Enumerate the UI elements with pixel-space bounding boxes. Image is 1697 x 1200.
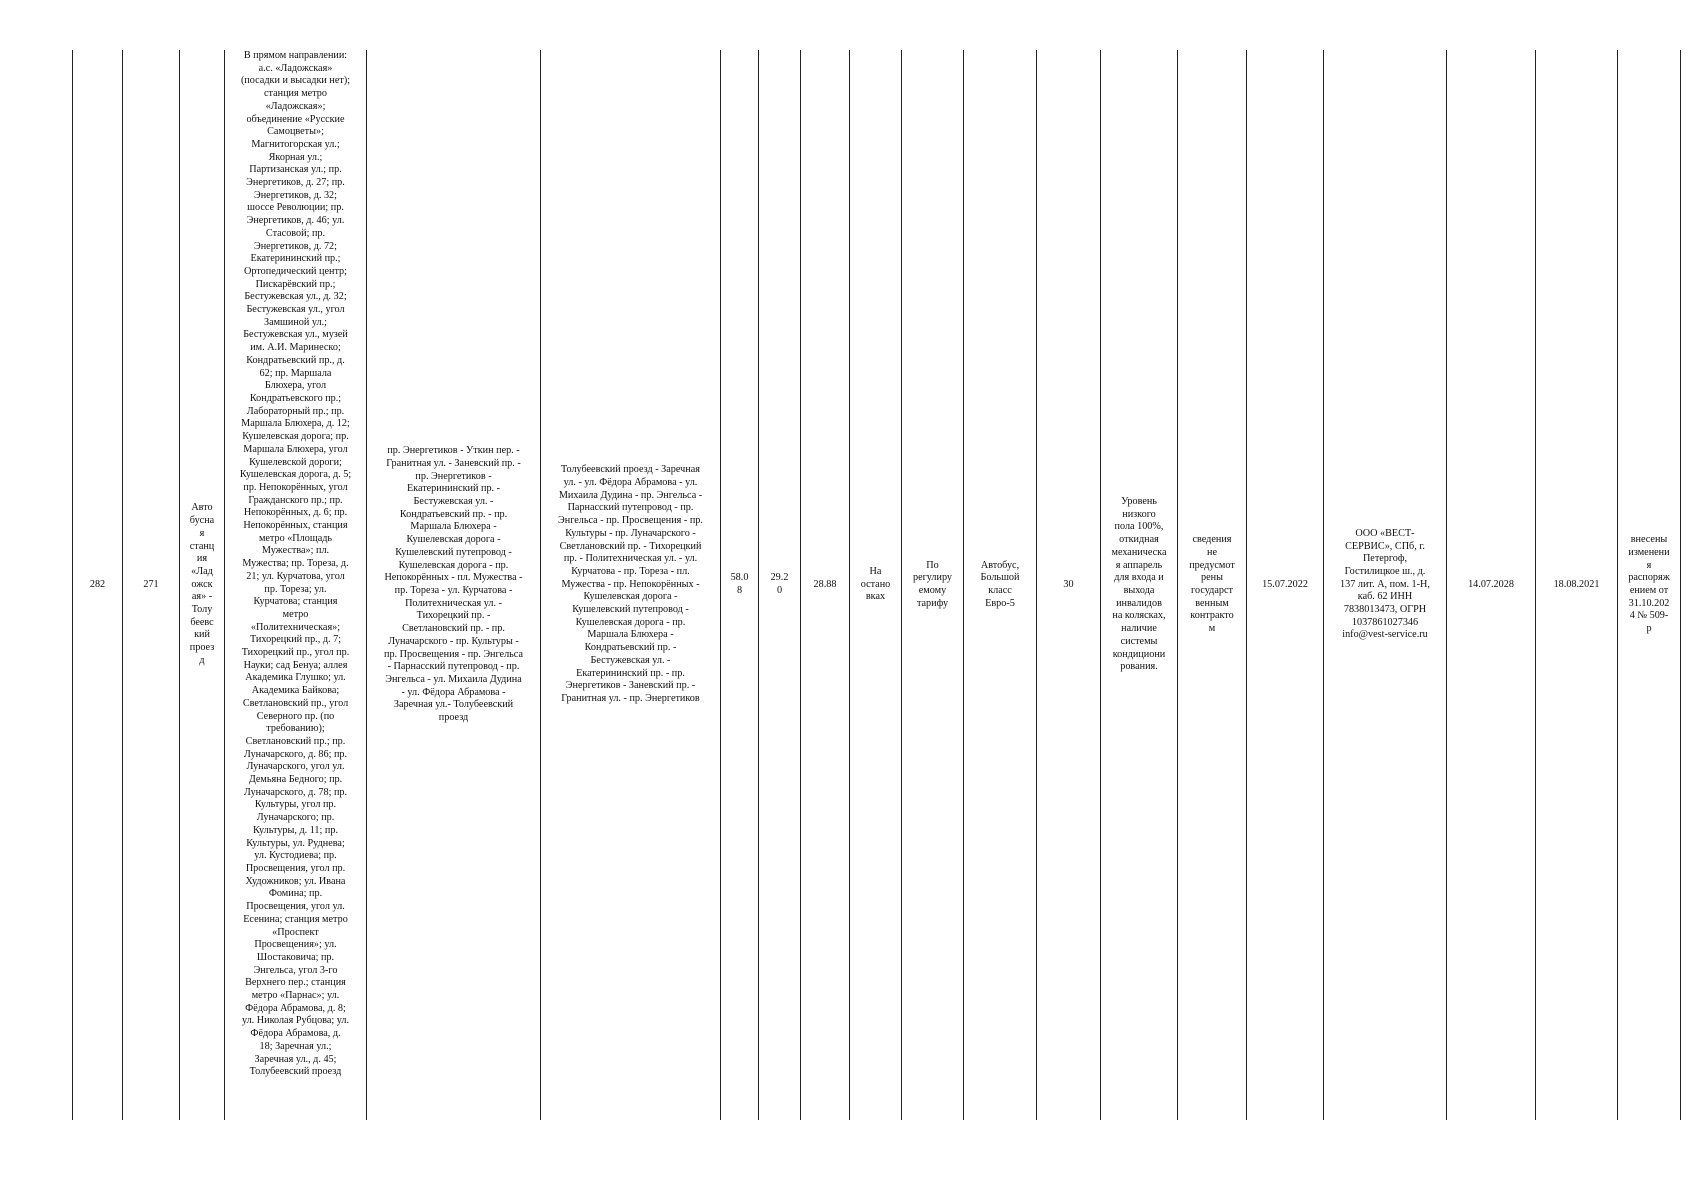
cell-vehicle-count: 30 [1036, 50, 1100, 1120]
cell-route-name: Авто бусна я станц ия «Лад ожск ая» - Толу беевс кий проез д [179, 50, 224, 1120]
cell-route-number: 271 [122, 50, 179, 1120]
cell-row-number: 282 [72, 50, 122, 1120]
cell-accessibility: Уровень низкого пола 100%, откидная механическа я аппарель для входа и выхода инвалидов на колясках, наличие системы кондициони рования. [1100, 50, 1177, 1120]
table-right-border [1680, 50, 1681, 1120]
cell-contract-info: сведения не предусмот рены государст венным контракто м [1177, 50, 1246, 1120]
cell-streets-forward: пр. Энергетиков - Уткин пер. - Гранитная ул. - Заневский пр. - пр. Энергетиков - Екатерининский пр. - Бестужевская ул. - Кондратьевский пр. - пр. Маршала Блюхера - Кушелевская дорога - Кушелевский путепровод - Кушелевская дорога - пр. Непокорённых - пл. Мужества - пр. Тореза - ул. Курчатова - Политехническая ул. - Тихорецкий пр. - Светлановский пр. - пр. Луначарского - пр. Культуры - пр. Просвещения - пр. Энгельса - Парнасский путепровод - пр. Энгельса - ул. Михаила Дудина - ул. Фёдора Абрамова - Заречная ул.- Толубеевский проезд [366, 50, 540, 1120]
cell-end-date: 14.07.2028 [1446, 50, 1535, 1120]
cell-start-date: 15.07.2022 [1246, 50, 1323, 1120]
cell-changes: внесены изменени я распоряж ением от 31.10.202 4 № 509- р [1617, 50, 1680, 1120]
cell-stop-order: На остано вках [849, 50, 901, 1120]
cell-stops-forward: В прямом направлении: а.с. «Ладожская» (посадки и высадки нет); станция метро «Ладожская»; объединение «Русские Самоцветы»; Магнитогорская ул.; Якорная ул.; Партизанская ул.; пр. Энергетиков, д. 27; пр. Энергетиков, д. 32; шоссе Революции; пр. Энергетиков, д. 46; ул. Стасовой; пр. Энергетиков, д. 72; Екатерининский пр.; Ортопедический центр; Пискарёвский пр.; Бестужевская ул., д. 32; Бестужевская ул., угол Замшиной ул.; Бестужевская ул., музей им. А.И. Маринеско; Кондратьевский пр., д. 62; пр. Маршала Блюхера, угол Кондратьевского пр.; Лабораторный пр.; пр. Маршала Блюхера, д. 12; Кушелевская дорога; пр. Маршала Блюхера, угол Кушелевской дороги; Кушелевская дорога, д. 5; пр. Непокорённых, угол Гражданского пр.; пр. Непокорённых, д. 6; пр. Непокорённых, станция метро «Площадь Мужества»; пл. Мужества; пр. Тореза, д. 21; ул. Курчатова, угол пр. Тореза; ул. Курчатова; станция метро «Политехническая»; Тихорецкий пр., д. 7; Тихорецкий пр., угол пр. Науки; сад Бенуа; аллея Академика Глушко; ул. Академика Байкова; Светлановский пр., угол Северного пр. (по требованию); Светлановский пр.; пр. Луначарского, д. 86; пр. Луначарского, угол ул. Демьяна Бедного; пр. Луначарского, д. 78; пр. Культуры, угол пр. Луначарского; пр. Культуры, д. 11; пр. Культуры, ул. Руднева; ул. Кустодиева; пр. Просвещения, угол пр. Художников; ул. Ивана Фомина; пр. Просвещения, угол ул. Есенина; станция метро «Проспект Просвещения»; ул. Шостаковича; пр. Энгельса, угол 3-го Верхнего пер.; станция метро «Парнас»; ул. Фёдора Абрамова, д. 8; ул. Николая Рубцова; ул. Фёдора Абрамова, д. 18; Заречная ул.; Заречная ул., д. 45; Толубеевский проезд [224, 50, 366, 1120]
cell-carrier: ООО «ВЕСТ- СЕРВИС», СПб, г. Петергоф, Гостилицкое ш., д. 137 лит. А, пом. 1-Н, каб. 62 ИНН 7838013473, ОГРН 1037861027346 info@vest-service.ru [1323, 50, 1446, 1120]
cell-length-total: 58.0 8 [720, 50, 758, 1120]
cell-tariff: По регулиру емому тарифу [901, 50, 963, 1120]
cell-length-forward: 29.2 0 [758, 50, 800, 1120]
cell-length-reverse: 28.88 [800, 50, 849, 1120]
cell-vehicle: Автобус, Большой класс Евро-5 [963, 50, 1036, 1120]
route-registry-table [0, 50, 1697, 1120]
cell-streets-reverse: Толубеевский проезд - Заречная ул. - ул. Фёдора Абрамова - ул. Михаила Дудина - пр. Энгельса - Парнасский путепровод - пр. Энгельса - пр. Просвещения - пр. Культуры - пр. Луначарского - Светлановский пр. - Тихорецкий пр. - Политехническая ул. - ул. Курчатова - пр. Тореза - пл. Мужества - пр. Непокорённых - Кушелевская дорога - Кушелевский путепровод - Кушелевская дорога - пр. Маршала Блюхера - Кондратьевский пр. - Бестужевская ул. - Екатерининский пр. - пр. Энергетиков - Заневский пр. - Гранитная ул. - пр. Энергетиков [540, 50, 720, 1120]
cell-registry-date: 18.08.2021 [1535, 50, 1617, 1120]
